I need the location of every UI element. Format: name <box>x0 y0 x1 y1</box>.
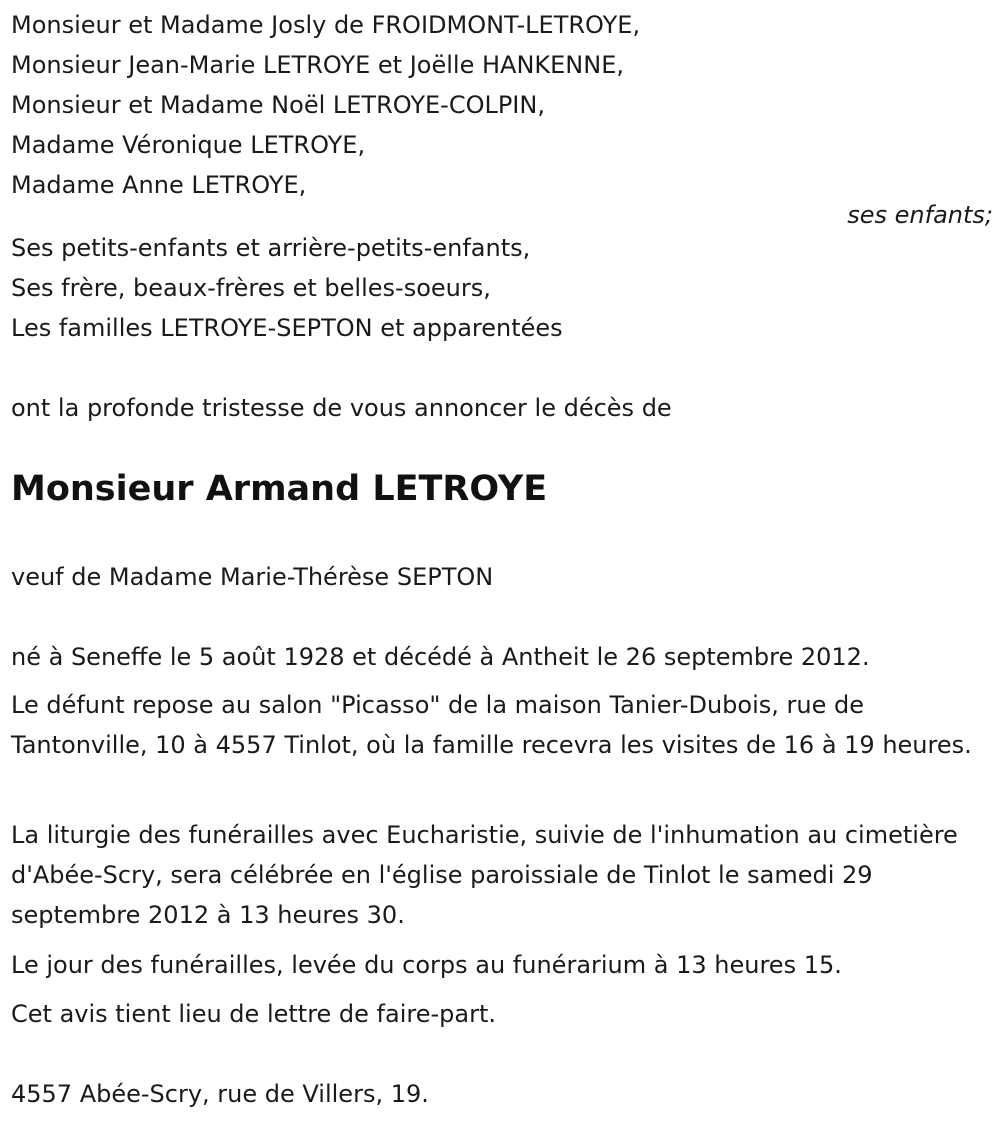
liturgy-paragraph: La liturgie des funérailles avec Eucharistie, suivie de l'inhumation au cimetière d'Abée-Scry, sera célébrée en l'église paroissiale de Tinlot le samedi 29 septembre 2012 à 13 heures 30. <box>11 821 958 929</box>
deceased-name: Monsieur Armand LETROYE <box>11 469 548 509</box>
relatives-line: Ses petits-enfants et arrière-petits-enfants, <box>11 234 531 262</box>
child-line: Monsieur et Madame Noël LETROYE-COLPIN, <box>11 91 545 119</box>
funeral-day-paragraph: Le jour des funérailles, levée du corps au funérarium à 13 heures 15. <box>11 951 842 979</box>
rest-paragraph: Le défunt repose au salon "Picasso" de la maison Tanier-Dubois, rue de Tantonville, 10 à 4557 Tinlot, où la famille recevra les visites de 16 à 19 heures. <box>11 691 972 759</box>
child-line: Monsieur Jean-Marie LETROYE et Joëlle HANKENNE, <box>11 51 624 79</box>
address-text: 4557 Abée-Scry, rue de Villers, 19. <box>11 1080 429 1108</box>
children-role: ses enfants; <box>847 201 993 229</box>
relatives-line: Ses frère, beaux-frères et belles-soeurs, <box>11 274 491 302</box>
announcement-text: ont la profonde tristesse de vous annoncer le décès de <box>11 394 672 422</box>
relatives-list <box>11 228 563 348</box>
children-list <box>11 5 993 229</box>
relatives-line: Les familles LETROYE-SEPTON et apparentées <box>11 314 563 342</box>
child-line: Monsieur et Madame Josly de FROIDMONT-LETROYE, <box>11 11 641 39</box>
birth-death-text: né à Seneffe le 5 août 1928 et décédé à Antheit le 26 septembre 2012. <box>11 643 870 671</box>
child-line: Madame Anne LETROYE, <box>11 171 307 199</box>
widow-of-text: veuf de Madame Marie-Thérèse SEPTON <box>11 563 494 591</box>
notice-paragraph: Cet avis tient lieu de lettre de faire-part. <box>11 1000 496 1028</box>
child-line: Madame Véronique LETROYE, <box>11 131 366 159</box>
